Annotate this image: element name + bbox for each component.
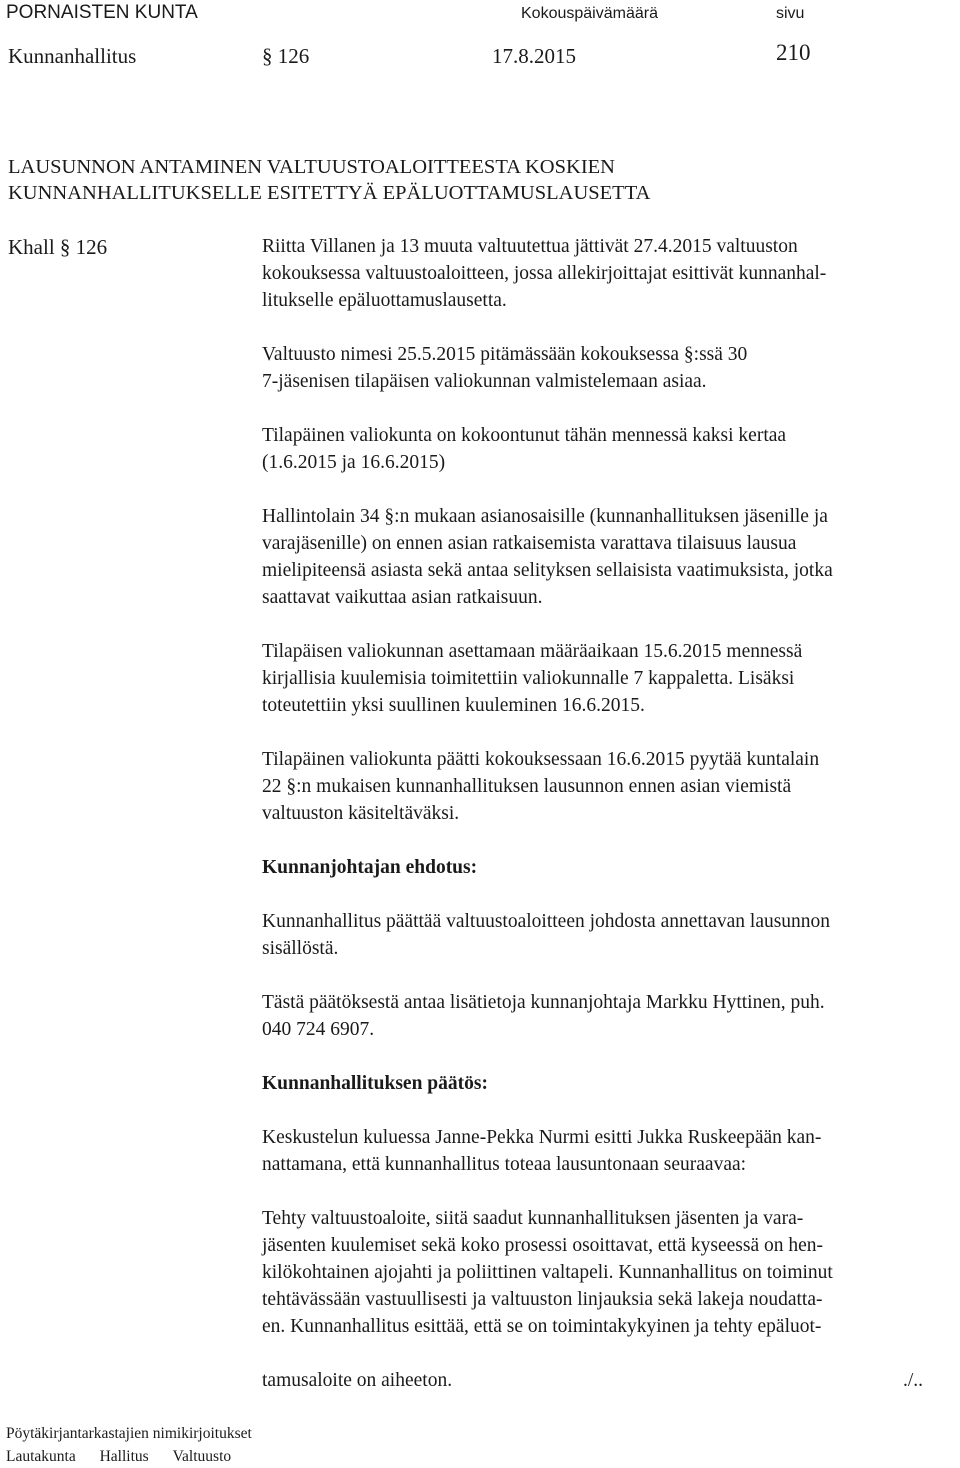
paragraph-line: Valtuusto nimesi 25.5.2015 pitämässään kokouksessa §:ssä 30 (262, 344, 748, 365)
footer (6, 1422, 252, 1468)
document-body (262, 233, 960, 1394)
paragraph-line: nattamana, että kunnanhallitus toteaa lausuntonaan seuraavaa: (262, 1154, 747, 1175)
title-line: KUNNANHALLITUKSELLE ESITETTYÄ EPÄLUOTTAMUSLAUSETTA (8, 182, 651, 204)
meeting-date: 17.8.2015 (492, 44, 576, 68)
paragraph-line: 7-jäsenisen tilapäisen valiokunnan valmistelemaan asiaa. (262, 371, 707, 392)
municipality-name: PORNAISTEN KUNTA (6, 2, 198, 23)
decision-paragraphs (262, 1124, 960, 1367)
signature-caption: Pöytäkirjantarkastajien nimikirjoitukset (6, 1425, 252, 1442)
paragraph-line: Kunnanhallitus päättää valtuustoaloitteen johdosta annettavan lausunnon (262, 911, 831, 932)
paragraph-line: Riitta Villanen ja 13 muuta valtuutettua jättivät 27.4.2015 valtuuston (262, 236, 798, 257)
section-number: § 126 (262, 44, 310, 68)
paragraph-line: kokouksessa valtuustoaloitteen, jossa allekirjoittajat esittivät kunnanhal- (262, 263, 827, 284)
paragraph-line: Tilapäisen valiokunnan asettamaan määräaikaan 15.6.2015 mennessä (262, 641, 803, 662)
page-number: 210 (776, 40, 811, 65)
meeting-date-label: Kokouspäivämäärä (521, 5, 658, 22)
paragraph-line: Tehty valtuustoaloite, siitä saadut kunnanhallituksen jäsenten ja vara- (262, 1208, 804, 1229)
paragraph-line: varajäsenille) on ennen asian ratkaisemista varattava tilaisuus lausua (262, 533, 797, 554)
paragraph-line: kilökohtainen ajojahti ja poliittinen valtapeli. Kunnanhallitus on toiminut (262, 1262, 833, 1283)
proposal-paragraphs (262, 908, 960, 1070)
paragraph-line: sisällöstä. (262, 938, 339, 959)
last-line-text: tamusaloite on aiheeton. (262, 1370, 453, 1391)
paragraph-line: Tilapäinen valiokunta on kokoontunut tähän mennessä kaksi kertaa (262, 425, 787, 446)
title-line: LAUSUNNON ANTAMINEN VALTUUSTOALOITTEESTA KOSKIEN (8, 156, 615, 178)
signatory-row (6, 1445, 252, 1468)
paragraph-line: litukselle epäluottamuslausetta. (262, 290, 507, 311)
intro-paragraphs (262, 233, 960, 854)
paragraph-line: Tilapäinen valiokunta päätti kokouksessaan 16.6.2015 pyytää kuntalain (262, 749, 820, 770)
paragraph-line: kirjallisia kuulemisia toimitettiin valiokunnalle 7 kappaletta. Lisäksi (262, 668, 795, 689)
section-reference: Khall § 126 (8, 235, 108, 259)
body-name: Kunnanhallitus (8, 44, 137, 68)
paragraph-line: 040 724 6907. (262, 1019, 375, 1040)
paragraph-line: toteutettiin yksi suullinen kuuleminen 16.6.2015. (262, 695, 645, 716)
signatory-label: Valtuusto (172, 1448, 232, 1465)
decision-heading: Kunnanhallituksen päätös: (262, 1073, 488, 1094)
paragraph-line: Tästä päätöksestä antaa lisätietoja kunnanjohtaja Markku Hyttinen, puh. (262, 992, 825, 1013)
paragraph-line: (1.6.2015 ja 16.6.2015) (262, 452, 446, 473)
paragraph-line: Keskustelun kuluessa Janne-Pekka Nurmi esitti Jukka Ruskeepään kan- (262, 1127, 822, 1148)
paragraph-line: 22 §:n mukaisen kunnanhallituksen lausunnon ennen asian viemistä (262, 776, 792, 797)
paragraph-line: jäsenten kuulemiset sekä koko prosessi osoittavat, että kyseessä on hen- (262, 1235, 824, 1256)
paragraph-line: tehtävässään vastuullisesti ja valtuuston linjauksia sekä lakeja noudatta- (262, 1289, 823, 1310)
paragraph-line: mielipiteensä asiasta sekä antaa selityksen sellaisista vaatimuksista, jotka (262, 560, 833, 581)
signatory-label: Lautakunta (6, 1448, 76, 1465)
document-title (8, 154, 908, 206)
paragraph-line: valtuuston käsiteltäväksi. (262, 803, 460, 824)
last-line (262, 1367, 960, 1394)
paragraph-line: saattavat vaikuttaa asian ratkaisuun. (262, 587, 543, 608)
continued-marker: ./.. (903, 1370, 924, 1391)
signatory-label: Hallitus (99, 1448, 149, 1465)
paragraph-line: en. Kunnanhallitus esittää, että se on toimintakykyinen ja tehty epäluot- (262, 1316, 822, 1337)
proposal-heading: Kunnanjohtajan ehdotus: (262, 857, 478, 878)
paragraph-line: Hallintolain 34 §:n mukaan asianosaisille (kunnanhallituksen jäsenille ja (262, 506, 828, 527)
page-label: sivu (776, 5, 805, 22)
